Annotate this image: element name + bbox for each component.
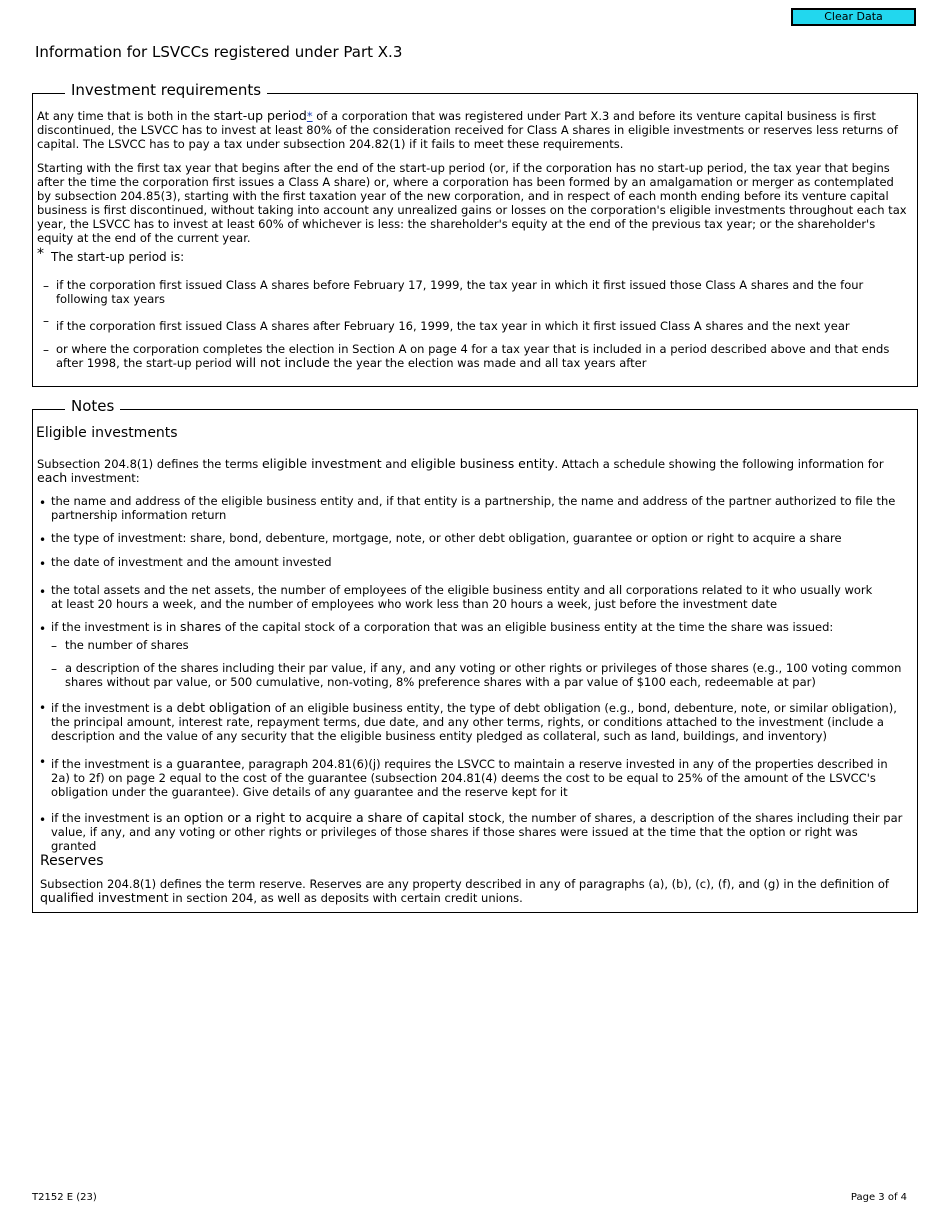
notes-section [32, 397, 918, 913]
requirements-paragraph-1: At any time that is both in the start-up period* of a corporation that was registered under Part X.3 and before its venture capital business is first discontinued, the LSVCC has to invest at least 80% of the consideration received for Class A shares in eligible investments or reserves less returns of capital. The LSVCC has to pay a tax under subsection 204.82(1) if it fails to meet these requirements. [37, 108, 898, 151]
reserves-heading: Reserves [40, 853, 104, 869]
bullet-item-1: the name and address of the eligible business entity and, if that entity is a partnership, the name and address of the partner authorized to file the partnership information return [51, 494, 896, 522]
investment-requirements-legend: Investment requirements [65, 80, 267, 100]
bullet-item-6: if the investment is a debt obligation of an eligible business entity, the type of debt obligation (e.g., bond, debenture, note, or similar obligation), the principal amount, interest rate, repayment terms, due date, and any other terms, rights, or conditions attached to the investment (include a description and the value of any security that the eligible business entity pledged as collateral, such as land, buildings, and inventory) [51, 700, 897, 743]
startup-period-intro: The start-up period is: [51, 250, 185, 264]
bullet-marker: • [39, 755, 47, 769]
eligible-investments-intro: Subsection 204.8(1) defines the terms eligible investment and eligible business entity. Attach a schedule showing the following information for each investment: [37, 456, 884, 485]
bullet-marker: • [39, 496, 47, 510]
bullet-item-5: if the investment is in shares of the capital stock of a corporation that was an eligible business entity at the time the share was issued: [51, 619, 834, 634]
dash-marker: – [43, 314, 49, 328]
startup-item-3: or where the corporation completes the election in Section A on page 4 for a tax year that is included in a period described above and that ends after 1998, the start-up period will not include the year the election was made and all tax years after [56, 342, 890, 370]
investment-requirements-section [32, 81, 918, 387]
bullet-item-2: the type of investment: share, bond, debenture, mortgage, note, or other debt obligation, guarantee or option or right to acquire a share [51, 531, 842, 545]
eligible-investments-heading: Eligible investments [36, 425, 178, 441]
bullet-marker: • [39, 557, 47, 571]
shares-sub-item-1: the number of shares [65, 638, 189, 652]
bullet-item-3: the date of investment and the amount invested [51, 555, 332, 569]
startup-item-2: if the corporation first issued Class A shares after February 16, 1999, the tax year in which it first issued Class A shares and the next year [56, 319, 850, 333]
bullet-marker: • [39, 813, 47, 827]
bullet-item-7: if the investment is a guarantee, paragraph 204.81(6)(j) requires the LSVCC to maintain a reserve invested in any of the properties described in 2a) to 2f) on page 2 equal to the cost of the guarantee (subsection 204.81(4) deems the cost to be equal to 25% of the amount of the LSVCC's obligation under the guarantee). Give details of any guarantee and the reserve kept for it [51, 756, 888, 799]
clear-data-button[interactable]: Clear Data [791, 8, 916, 26]
start-up-footnote-link[interactable]: * [306, 109, 313, 123]
dash-marker: – [51, 639, 57, 653]
bullet-marker: • [39, 585, 47, 599]
form-identifier: T2152 E (23) [32, 1192, 97, 1203]
notes-legend: Notes [65, 396, 120, 416]
page-title: Information for LSVCCs registered under Part X.3 [35, 43, 403, 61]
footnote-star: * [37, 246, 44, 262]
requirements-paragraph-2: Starting with the first tax year that begins after the end of the start-up period (or, if the corporation has no start-up period, the tax year that begins after the time the corporation first issues a Class A share) or, where a corporation has been formed by an amalgamation or merger as contemplated by subsection 204.85(3), starting with the first taxation year of the new corporation, and in respect of each month ending before its venture capital business is first discontinued, without taking into account any unrealized gains or losses on the corporation's eligible investments throughout each tax year, the LSVCC has to invest at least 60% of whichever is less: the shareholder's equity at the end of the previous tax year; or the shareholder's equity at the end of the current year. [37, 161, 907, 245]
bullet-item-4: the total assets and the net assets, the number of employees of the eligible business entity and all corporations related to it who usually work at least 20 hours a week, and the number of employees who work less than 20 hours a week, just before the investment date [51, 583, 873, 611]
bullet-marker: • [39, 622, 47, 636]
bullet-marker: • [39, 533, 47, 547]
bullet-item-8: if the investment is an option or a right to acquire a share of capital stock, the number of shares, a description of the shares including their par value, if any, and any voting or other rights or privileges of those shares if those shares were issued at the time that the option or right was granted [51, 810, 903, 853]
start-up-period-term: start-up period [213, 108, 307, 123]
dash-marker: – [43, 279, 49, 293]
will-not-include-term: will not include [235, 355, 330, 370]
dash-marker: – [51, 662, 57, 676]
bullet-marker: • [39, 701, 47, 715]
shares-sub-item-2: a description of the shares including their par value, if any, and any voting or other rights or privileges of those shares (e.g., 100 voting common shares without par value, or 500 cumulative, non-voting, 8% preference shares with a par value of $100 each, redeemable at par) [65, 661, 902, 689]
page-number: Page 3 of 4 [850, 1192, 907, 1203]
startup-item-1: if the corporation first issued Class A shares before February 17, 1999, the tax year in which it first issued those Class A shares and the four following tax years [56, 278, 864, 306]
dash-marker: – [43, 343, 49, 357]
reserves-paragraph: Subsection 204.8(1) defines the term reserve. Reserves are any property described in any of paragraphs (a), (b), (c), (f), and (g) in the definition of qualified investment in section 204, as well as deposits with certain credit unions. [40, 877, 889, 905]
